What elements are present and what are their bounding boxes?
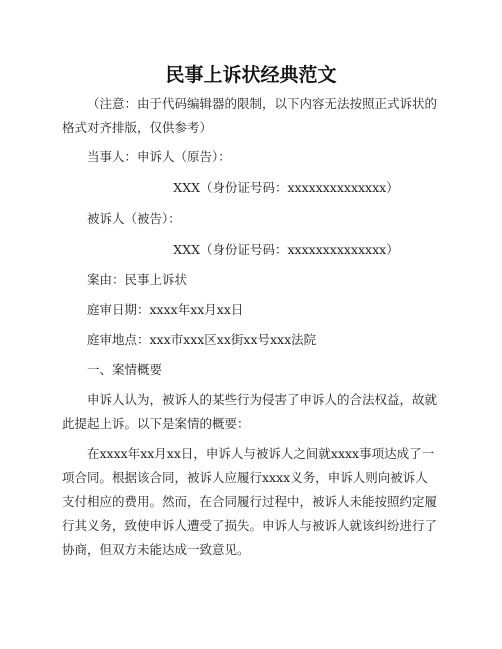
- appellant-label: 当事人：申诉人（原告）：: [87, 149, 231, 164]
- section-heading-case-summary: 一、案情概要: [87, 362, 163, 377]
- appellant-id: XXX（身份证号码：xxxxxxxxxxxxxx）: [173, 180, 399, 195]
- appellee-id-line: [0, 238, 502, 262]
- summary-paragraph-2: 在xxxx年xx月xx日，申诉人与被诉人之间就xxxx事项达成了一项合同。根据该合同，被诉人应履行xxxx义务，申诉人则向被诉人支付相应的费用。然而，在合同履行过程中，被诉人未能按照约定履行其义务，致使申诉人遭受了损失。申诉人与被诉人就该纠纷进行了协商，但双方未能达成一致意见。: [62, 446, 438, 557]
- hearing-place: 庭审地点：xxx市xxx区xx街xx号xxx法院: [87, 332, 317, 347]
- appellee-label: 被诉人（被告）：: [87, 211, 181, 226]
- document-title: 民事上诉状经典范文: [165, 64, 337, 86]
- summary-paragraph-1: 申诉人认为，被诉人的某些行为侵害了申诉人的合法权益，故就此提起上诉。以下是案情的概要：: [62, 392, 438, 431]
- case-type: 案由：民事上诉状: [87, 272, 188, 287]
- note-paragraph: （注意：由于代码编辑器的限制，以下内容无法按照正式诉状的格式对齐排版，仅供参考）: [62, 96, 438, 135]
- hearing-date: 庭审日期：xxxx年xx月xx日: [87, 302, 244, 317]
- appellee-id: XXX（身份证号码：xxxxxxxxxxxxxx）: [173, 242, 399, 257]
- appellant-id-line: [0, 176, 502, 200]
